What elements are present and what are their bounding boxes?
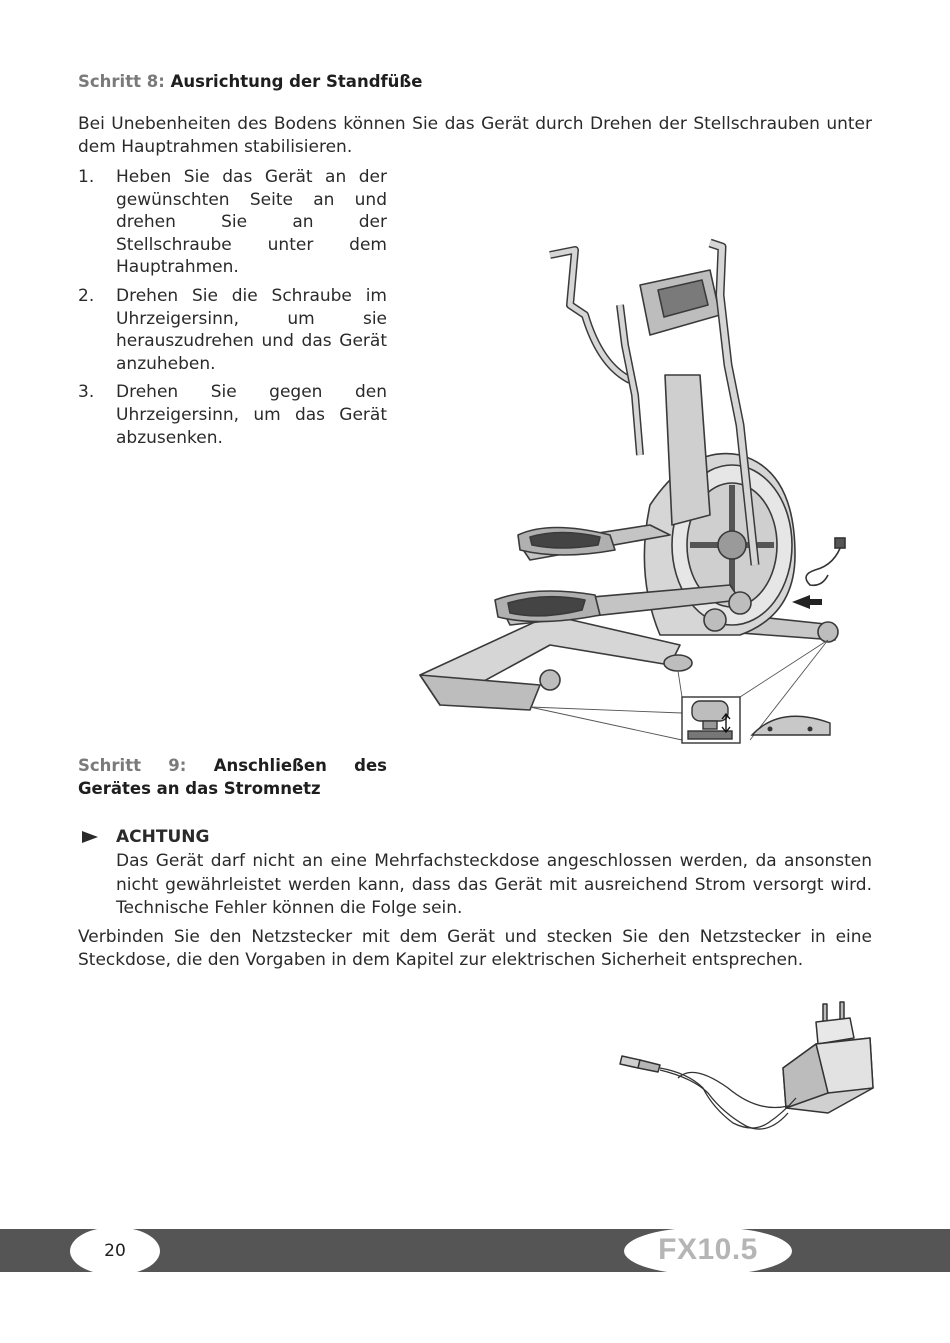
page-number: 20 [104,1241,126,1261]
step-number: 3. [78,382,95,403]
connect-paragraph: Verbinden Sie den Netzstecker mit dem Gerät und stecken Sie den Netzstecker in eine Steckdose, die den Vorgaben in dem Kapitel zur elektrischen Sicherheit entsprechen. [78,927,872,970]
list-item [78,285,387,375]
list-item [78,381,387,449]
list-item [78,166,387,279]
power-adapter-illustration [618,998,880,1138]
model-name: FX10.5 [658,1233,758,1266]
step8-number: Schritt 8: [78,72,165,91]
step9-number: Schritt 9: [78,756,187,775]
step9-title: Anschließen des Gerätes an das Stromnetz [78,756,387,798]
adjustment-steps-list [78,166,387,455]
intro-paragraph: Bei Unebenheiten des Bodens können Sie das Gerät durch Drehen der Stellschrauben unter dem Hauptrahmen stabilisieren. [78,114,872,157]
step8-title: Ausrichtung der Standfüße [170,72,423,91]
step9-heading [78,754,387,800]
step8-heading [78,72,423,91]
elliptical-trainer-illustration [410,235,850,745]
step-text: Heben Sie das Gerät an der gewünschten Seite an und drehen Sie an der Stellschraube unter dem Hauptrahmen. [116,167,387,278]
step-number: 1. [78,167,95,187]
step-text: Drehen Sie gegen den Uhrzeigersinn, um das Gerät abzusenken. [116,382,387,448]
warning-text: Das Gerät darf nicht an eine Mehrfachsteckdose angeschlossen werden, da ansonsten nicht gewährleistet werden kann, dass das Gerät mit ausreichend Strom versorgt wird. Technische Fehler können die Folge sein. [116,851,872,918]
arrow-icon [792,595,822,609]
warning-title: ACHTUNG [116,827,210,847]
step-text: Drehen Sie die Schraube im Uhrzeigersinn, um sie herauszudrehen und das Gerät anzuheben. [116,285,387,374]
step-number: 2. [78,285,95,306]
warning-arrow-icon [82,831,98,843]
